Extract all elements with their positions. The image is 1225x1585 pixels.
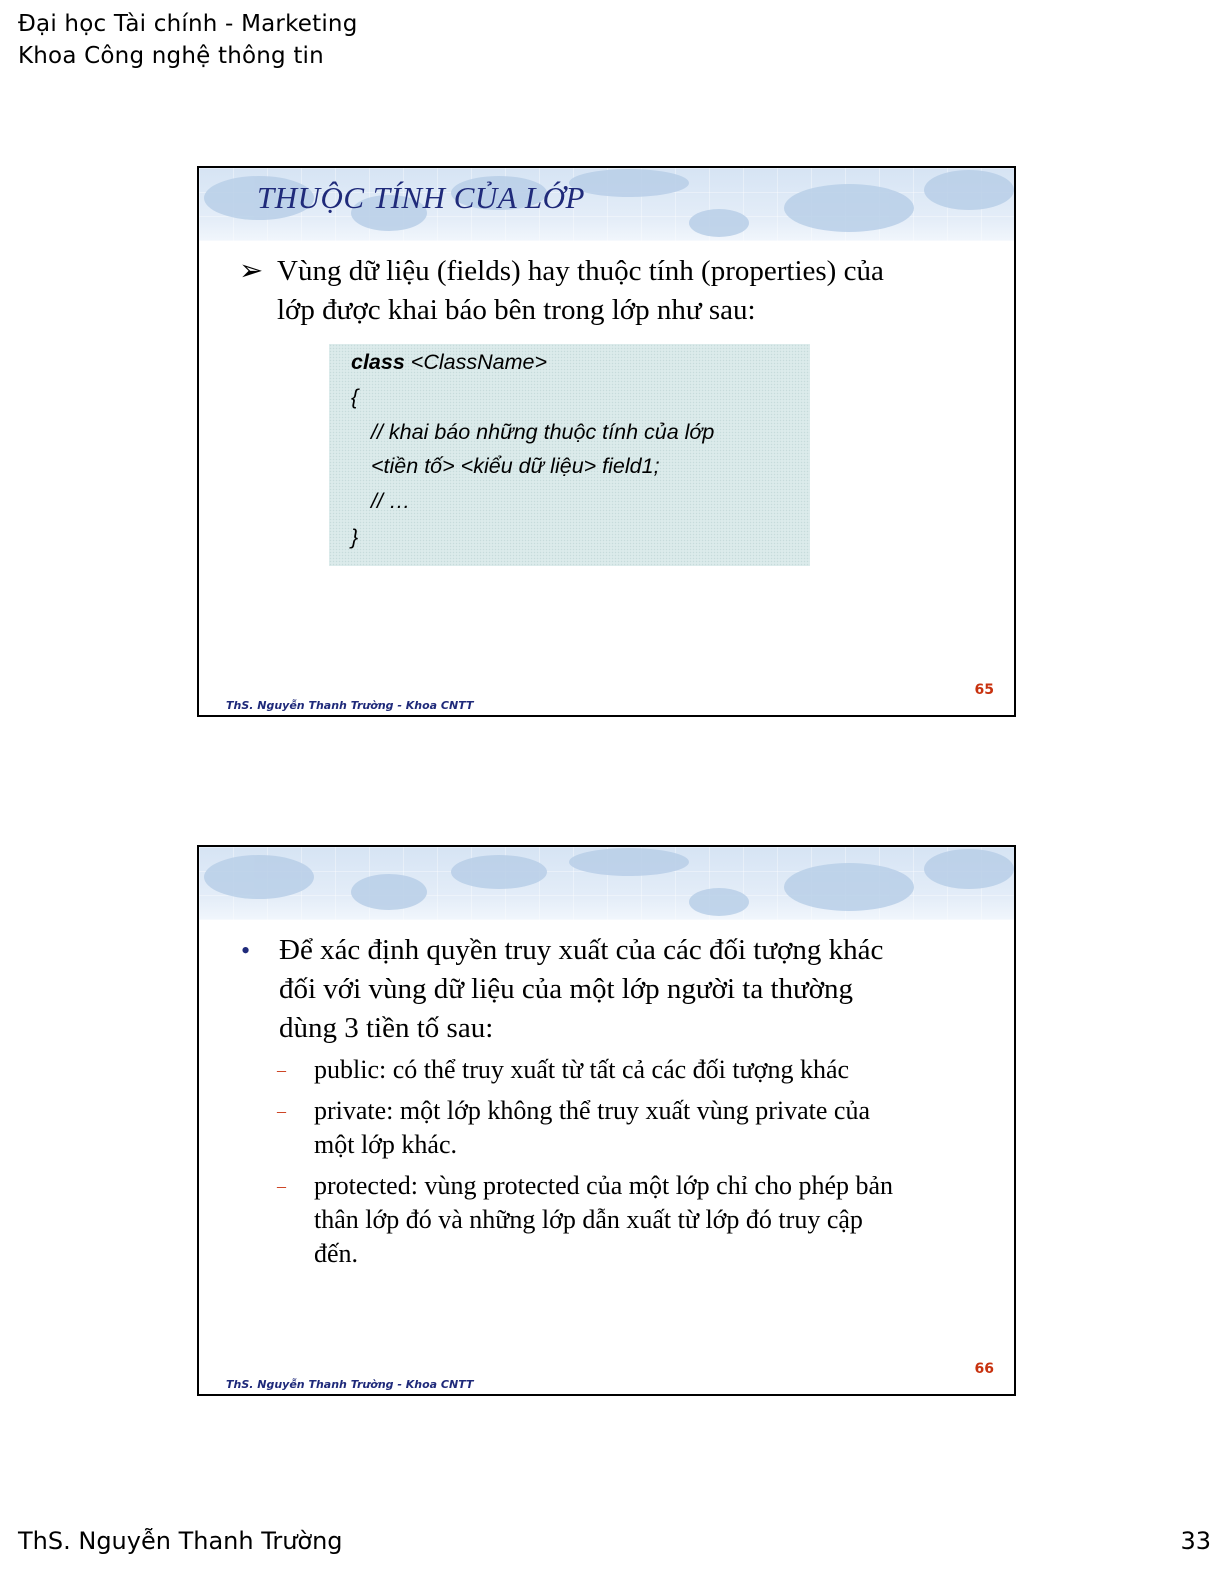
bullet-text-line: Vùng dữ liệu (fields) hay thuộc tính (properties) của (277, 255, 884, 287)
page-number: 33 (1180, 1527, 1211, 1555)
code-class-name: <ClassName> (404, 350, 548, 374)
dash-bullet-icon: – (277, 1176, 286, 1196)
faculty-name: Khoa Công nghệ thông tin (18, 43, 324, 69)
bullet-item (239, 931, 989, 1048)
code-field-declaration: <tiền tố> <kiểu dữ liệu> field1; (371, 454, 660, 478)
slide-header-band (199, 847, 1014, 920)
sub-bullet-text: đến. (314, 1239, 359, 1268)
slide-header-band (199, 168, 1014, 241)
bullet-text-line: lớp được khai báo bên trong lớp như sau: (277, 294, 756, 326)
slide-number: 66 (974, 1361, 994, 1377)
code-close-brace: } (351, 525, 359, 549)
dot-bullet-icon: • (241, 936, 251, 965)
code-line-class (351, 350, 547, 375)
slide-credit: ThS. Nguyễn Thanh Trường - Khoa CNTT (226, 1378, 474, 1391)
sub-bullet-text: public: có thể truy xuất từ tất cả các đối tượng khác (314, 1055, 850, 1084)
bullet-item (239, 252, 989, 330)
sub-bullet-text: một lớp khác. (314, 1130, 457, 1159)
code-block (329, 344, 810, 566)
slide-title: THUỘC TÍNH CỦA LỚP (257, 180, 585, 215)
dash-bullet-icon: – (277, 1101, 286, 1121)
sub-bullet-text: thân lớp đó và những lớp dẫn xuất từ lớp đó truy cập (314, 1205, 863, 1234)
page-footer-author: ThS. Nguyễn Thanh Trường (18, 1527, 343, 1555)
sub-bullet-text: private: một lớp không thể truy xuất vùng private của (314, 1096, 871, 1125)
university-name: Đại học Tài chính - Marketing (18, 11, 358, 37)
page-header (18, 8, 358, 72)
bullet-text-line: dùng 3 tiền tố sau: (279, 1012, 494, 1044)
code-comment: // khai báo những thuộc tính của lớp (371, 420, 715, 444)
sub-bullet-protected (277, 1169, 977, 1271)
code-open-brace: { (351, 385, 359, 409)
sub-bullet-text: protected: vùng protected của một lớp chỉ cho phép bản (314, 1171, 894, 1200)
dash-bullet-icon: – (277, 1060, 286, 1080)
sub-bullet-list (277, 1053, 977, 1278)
sub-bullet-public (277, 1053, 977, 1087)
slide-66 (197, 845, 1016, 1396)
code-ellipsis: // … (371, 489, 411, 513)
sub-bullet-private (277, 1094, 977, 1162)
bullet-text-line: Để xác định quyền truy xuất của các đối tượng khác (279, 934, 884, 966)
slide-65 (197, 166, 1016, 717)
slide-number: 65 (974, 682, 994, 698)
slide-credit: ThS. Nguyễn Thanh Trường - Khoa CNTT (226, 699, 474, 712)
code-keyword: class (351, 350, 405, 374)
arrow-bullet-icon: ➢ (239, 255, 264, 287)
bullet-text-line: đối với vùng dữ liệu của một lớp người ta thường (279, 973, 854, 1005)
world-map-graphic (199, 847, 1016, 920)
